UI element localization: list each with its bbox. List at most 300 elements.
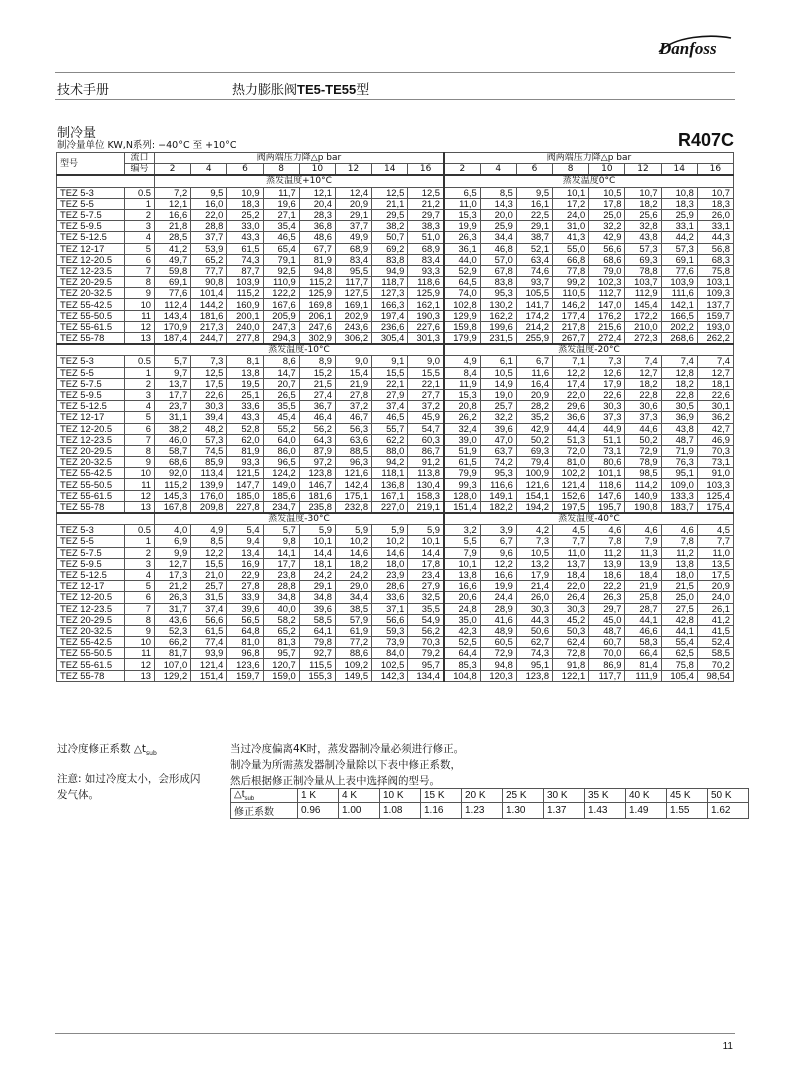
capacity-cell: 51,0 [408, 232, 444, 243]
capacity-cell: 247,6 [299, 321, 335, 332]
capacity-cell: 4,5 [697, 525, 733, 536]
capacity-cell: 26,2 [444, 412, 480, 423]
capacity-cell: 71,9 [661, 445, 697, 456]
capacity-cell: 44,1 [625, 614, 661, 625]
capacity-cell: 123,8 [516, 670, 552, 681]
capacity-cell: 109,3 [697, 288, 733, 299]
capacity-cell: 15,2 [299, 367, 335, 378]
capacity-cell: 14,1 [263, 547, 299, 558]
capacity-cell: 9,9 [155, 547, 191, 558]
capacity-cell: 129,2 [155, 670, 191, 681]
capacity-cell: 56,2 [408, 625, 444, 636]
capacity-cell: 28,8 [191, 221, 227, 232]
capacity-cell: 17,8 [408, 558, 444, 569]
capacity-cell: 305,4 [372, 333, 408, 345]
pressure-drop-header-left: 阀两端压力降△p bar [155, 153, 445, 164]
capacity-cell: 23,4 [408, 569, 444, 580]
capacity-cell: 7,7 [553, 536, 589, 547]
capacity-cell: 58,2 [263, 614, 299, 625]
orifice-cell: 10 [125, 637, 155, 648]
capacity-cell: 29,7 [408, 209, 444, 220]
capacity-cell: 27,8 [227, 581, 263, 592]
capacity-cell: 4,5 [553, 525, 589, 536]
capacity-cell: 36,7 [299, 401, 335, 412]
orifice-cell: 11 [125, 648, 155, 659]
capacity-cell: 70,3 [408, 637, 444, 648]
pressure-drop-col: 4 [480, 164, 516, 176]
table-row [57, 569, 734, 580]
model-cell: TEZ 12-17 [57, 243, 125, 254]
table-row [57, 198, 734, 209]
capacity-cell: 17,3 [155, 569, 191, 580]
capacity-cell: 103,1 [697, 277, 733, 288]
capacity-cell: 219,1 [408, 501, 444, 513]
capacity-cell: 118,6 [589, 479, 625, 490]
capacity-cell: 19,9 [480, 581, 516, 592]
capacity-cell: 53,9 [191, 243, 227, 254]
page-number: 11 [722, 1041, 733, 1052]
capacity-cell: 42,9 [516, 423, 552, 434]
capacity-cell: 44,3 [516, 614, 552, 625]
orifice-cell: 1 [125, 367, 155, 378]
table-row [57, 547, 734, 558]
capacity-cell: 54,9 [408, 614, 444, 625]
capacity-cell: 182,2 [480, 501, 516, 513]
capacity-cell: 124,2 [263, 468, 299, 479]
capacity-cell: 101,1 [589, 468, 625, 479]
capacity-cell: 234,7 [263, 501, 299, 513]
capacity-cell: 4,6 [589, 525, 625, 536]
orifice-cell: 6 [125, 592, 155, 603]
capacity-cell: 33,0 [227, 221, 263, 232]
capacity-cell: 25,6 [625, 209, 661, 220]
pressure-drop-col: 4 [191, 164, 227, 176]
capacity-cell: 29,0 [335, 581, 371, 592]
capacity-cell: 63,4 [516, 254, 552, 265]
capacity-cell: 121,6 [516, 479, 552, 490]
blank-cell [57, 344, 155, 356]
capacity-cell: 14,4 [299, 547, 335, 558]
capacity-cell: 93,7 [516, 277, 552, 288]
capacity-cell: 84,0 [372, 648, 408, 659]
capacity-cell: 51,9 [444, 445, 480, 456]
capacity-cell: 151,4 [191, 670, 227, 681]
capacity-cell: 120,7 [263, 659, 299, 670]
capacity-cell: 38,2 [372, 221, 408, 232]
capacity-cell: 81,9 [299, 254, 335, 265]
capacity-cell: 13,8 [661, 558, 697, 569]
capacity-cell: 52,3 [155, 625, 191, 636]
footer-rule [55, 1033, 735, 1034]
capacity-cell: 255,9 [516, 333, 552, 345]
capacity-cell: 159,7 [227, 670, 263, 681]
capacity-cell: 41,5 [697, 625, 733, 636]
model-cell: TEZ 5-5 [57, 367, 125, 378]
capacity-cell: 81,7 [155, 648, 191, 659]
capacity-cell: 179,9 [444, 333, 480, 345]
model-cell: TEZ 55-50.5 [57, 648, 125, 659]
capacity-cell: 144,2 [191, 299, 227, 310]
capacity-cell: 68,9 [408, 243, 444, 254]
capacity-cell: 147,7 [227, 479, 263, 490]
capacity-cell: 16,6 [480, 569, 516, 580]
capacity-cell: 10,9 [227, 187, 263, 198]
capacity-cell: 56,8 [697, 243, 733, 254]
capacity-cell: 12,1 [299, 187, 335, 198]
capacity-cell: 18,2 [335, 558, 371, 569]
capacity-cell: 4,6 [661, 525, 697, 536]
capacity-cell: 69,3 [625, 254, 661, 265]
pressure-drop-col: 14 [372, 164, 408, 176]
capacity-cell: 18,2 [661, 378, 697, 389]
capacity-cell: 114,2 [625, 479, 661, 490]
capacity-cell: 56,6 [372, 614, 408, 625]
capacity-cell: 21,0 [191, 569, 227, 580]
capacity-cell: 13,8 [444, 569, 480, 580]
capacity-cell: 145,4 [625, 299, 661, 310]
capacity-cell: 25,2 [227, 209, 263, 220]
corr-factor-cell: 1.00 [339, 803, 380, 819]
capacity-cell: 94,8 [480, 659, 516, 670]
capacity-cell: 30,6 [625, 401, 661, 412]
capacity-cell: 34,8 [263, 592, 299, 603]
capacity-cell: 110,9 [263, 277, 299, 288]
capacity-cell: 217,3 [191, 321, 227, 332]
capacity-cell: 64,5 [444, 277, 480, 288]
capacity-cell: 16,4 [516, 378, 552, 389]
table-row [57, 389, 734, 400]
capacity-cell: 112,4 [155, 299, 191, 310]
capacity-cell: 113,8 [408, 468, 444, 479]
capacity-cell: 30,3 [589, 401, 625, 412]
doc-title: 热力膨胀阀TE5-TE55型 [232, 82, 370, 98]
pressure-drop-col: 10 [299, 164, 335, 176]
model-cell: TEZ 12-20.5 [57, 254, 125, 265]
capacity-cell: 17,8 [589, 198, 625, 209]
capacity-cell: 14,4 [408, 547, 444, 558]
capacity-cell: 28,7 [625, 603, 661, 614]
capacity-cell: 74,5 [191, 445, 227, 456]
capacity-cell: 28,6 [372, 581, 408, 592]
capacity-cell: 67,8 [480, 265, 516, 276]
capacity-cell: 49,7 [155, 254, 191, 265]
model-cell: TEZ 5-5 [57, 198, 125, 209]
capacity-cell: 56,6 [191, 614, 227, 625]
capacity-cell: 21,5 [661, 581, 697, 592]
capacity-cell: 55,0 [553, 243, 589, 254]
capacity-cell: 9,8 [263, 536, 299, 547]
capacity-cell: 14,6 [372, 547, 408, 558]
capacity-cell: 26,3 [155, 592, 191, 603]
capacity-cell: 72,9 [480, 648, 516, 659]
col-header-orifice-no: 编号 [125, 164, 155, 176]
corr-factor-cell: 1.55 [667, 803, 708, 819]
capacity-cell: 117,7 [589, 670, 625, 681]
capacity-cell: 17,5 [697, 569, 733, 580]
orifice-cell: 10 [125, 299, 155, 310]
capacity-cell: 50,2 [516, 434, 552, 445]
evap-temp-left: 蒸发温度-10°C [155, 344, 445, 356]
capacity-cell: 18,3 [227, 198, 263, 209]
capacity-cell: 302,9 [299, 333, 335, 345]
capacity-cell: 50,3 [553, 625, 589, 636]
capacity-cell: 30,3 [516, 603, 552, 614]
capacity-cell: 20,6 [444, 592, 480, 603]
corr-factor-cell: 1.16 [421, 803, 462, 819]
capacity-cell: 65,2 [263, 625, 299, 636]
capacity-cell: 88,6 [335, 648, 371, 659]
capacity-cell: 8,4 [444, 367, 480, 378]
capacity-cell: 92,7 [299, 648, 335, 659]
capacity-cell: 14,3 [480, 198, 516, 209]
capacity-cell: 10,1 [299, 536, 335, 547]
table-row [57, 310, 734, 321]
capacity-cell: 8,6 [263, 356, 299, 367]
capacity-cell: 129,9 [444, 310, 480, 321]
capacity-cell: 32,2 [589, 221, 625, 232]
corr-temp-cell: 20 K [462, 789, 503, 803]
capacity-cell: 122,2 [263, 288, 299, 299]
capacity-cell: 65,4 [263, 243, 299, 254]
capacity-cell: 32,5 [408, 592, 444, 603]
capacity-cell: 44,2 [661, 232, 697, 243]
capacity-cell: 74,0 [444, 288, 480, 299]
capacity-cell: 115,2 [155, 479, 191, 490]
capacity-cell: 215,6 [589, 321, 625, 332]
capacity-cell: 14,7 [263, 367, 299, 378]
corr-temp-cell: 25 K [503, 789, 544, 803]
capacity-cell: 158,3 [408, 490, 444, 501]
orifice-cell: 7 [125, 434, 155, 445]
capacity-cell: 294,3 [263, 333, 299, 345]
capacity-cell: 127,5 [335, 288, 371, 299]
capacity-cell: 28,3 [299, 209, 335, 220]
capacity-cell: 58,5 [299, 614, 335, 625]
subcooling-paragraph: 当过冷度偏离4K时，蒸发器制冷量必须进行修正。 制冷量为所需蒸发器制冷量除以下表中修正系数， 然后根据修正制冷量从上表中选择阀的型号。 [230, 743, 465, 787]
corr-temp-cell: 15 K [421, 789, 462, 803]
capacity-cell: 8,5 [480, 187, 516, 198]
model-cell: TEZ 12-23.5 [57, 434, 125, 445]
capacity-cell: 10,5 [516, 547, 552, 558]
capacity-cell: 48,6 [299, 232, 335, 243]
capacity-cell: 45,4 [263, 412, 299, 423]
table-row [57, 592, 734, 603]
capacity-cell: 13,2 [516, 558, 552, 569]
capacity-cell: 58,5 [697, 648, 733, 659]
capacity-cell: 32,4 [444, 423, 480, 434]
pressure-drop-col: 6 [516, 164, 552, 176]
capacity-cell: 227,8 [227, 501, 263, 513]
capacity-cell: 38,2 [155, 423, 191, 434]
corr-temp-cell: 30 K [544, 789, 585, 803]
capacity-cell: 21,8 [155, 221, 191, 232]
model-cell: TEZ 55-50.5 [57, 479, 125, 490]
capacity-cell: 121,6 [335, 468, 371, 479]
table-row [57, 321, 734, 332]
capacity-cell: 35,2 [516, 412, 552, 423]
capacity-cell: 36,8 [299, 221, 335, 232]
capacity-cell: 36,2 [697, 412, 733, 423]
capacity-cell: 27,9 [408, 581, 444, 592]
capacity-cell: 13,8 [227, 367, 263, 378]
orifice-cell: 9 [125, 288, 155, 299]
capacity-cell: 57,3 [191, 434, 227, 445]
correction-table [230, 788, 749, 819]
capacity-cell: 139,9 [191, 479, 227, 490]
model-cell: TEZ 5-12.5 [57, 569, 125, 580]
model-cell: TEZ 20-32.5 [57, 457, 125, 468]
capacity-cell: 197,4 [372, 310, 408, 321]
capacity-cell: 141,7 [516, 299, 552, 310]
capacity-cell: 26,3 [444, 232, 480, 243]
capacity-cell: 43,6 [155, 614, 191, 625]
capacity-cell: 167,1 [372, 490, 408, 501]
orifice-cell: 9 [125, 625, 155, 636]
capacity-cell: 79,2 [408, 648, 444, 659]
capacity-cell: 43,8 [661, 423, 697, 434]
capacity-cell: 185,6 [263, 490, 299, 501]
capacity-cell: 64,3 [299, 434, 335, 445]
capacity-cell: 17,9 [516, 569, 552, 580]
capacity-cell: 14,9 [480, 378, 516, 389]
capacity-cell: 79,8 [299, 637, 335, 648]
capacity-cell: 36,6 [553, 412, 589, 423]
capacity-cell: 29,1 [335, 209, 371, 220]
capacity-cell: 22,6 [191, 389, 227, 400]
capacity-cell: 102,3 [589, 277, 625, 288]
corr-temp-cell: 50 K [708, 789, 749, 803]
capacity-cell: 25,0 [589, 209, 625, 220]
capacity-cell: 122,1 [553, 670, 589, 681]
table-row [57, 243, 734, 254]
capacity-cell: 11,0 [553, 547, 589, 558]
capacity-cell: 88,0 [372, 445, 408, 456]
capacity-cell: 61,9 [335, 625, 371, 636]
capacity-cell: 20,9 [697, 581, 733, 592]
capacity-cell: 18,2 [625, 198, 661, 209]
capacity-cell: 63,7 [480, 445, 516, 456]
table-row [57, 637, 734, 648]
capacity-cell: 9,0 [335, 356, 371, 367]
capacity-cell: 35,5 [263, 401, 299, 412]
capacity-cell: 12,7 [625, 367, 661, 378]
capacity-cell: 15,5 [408, 367, 444, 378]
evap-temp-left: 蒸发温度+10°C [155, 175, 445, 187]
capacity-cell: 167,6 [263, 299, 299, 310]
capacity-cell: 52,1 [516, 243, 552, 254]
capacity-cell: 69,3 [516, 445, 552, 456]
capacity-cell: 42,8 [661, 614, 697, 625]
capacity-cell: 9,7 [155, 367, 191, 378]
capacity-cell: 18,6 [589, 569, 625, 580]
capacity-cell: 181,6 [191, 310, 227, 321]
orifice-cell: 2 [125, 378, 155, 389]
orifice-cell: 6 [125, 423, 155, 434]
capacity-cell: 70,2 [697, 659, 733, 670]
capacity-cell: 38,3 [408, 221, 444, 232]
capacity-cell: 83,8 [372, 254, 408, 265]
capacity-cell: 10,7 [697, 187, 733, 198]
capacity-cell: 159,0 [263, 670, 299, 681]
capacity-cell: 11,2 [589, 547, 625, 558]
capacity-cell: 101,4 [191, 288, 227, 299]
capacity-cell: 96,3 [335, 457, 371, 468]
capacity-cell: 109,0 [661, 479, 697, 490]
header-rule-bottom [55, 99, 735, 100]
capacity-cell: 175,4 [697, 501, 733, 513]
subcooling-note: 注意: 如过冷度太小，会形成闪 发气体。 [57, 773, 201, 801]
corr-factor-cell: 1.37 [544, 803, 585, 819]
capacity-cell: 20,9 [516, 389, 552, 400]
capacity-cell: 19,0 [480, 389, 516, 400]
danfoss-logo [655, 30, 735, 60]
capacity-cell: 151,4 [444, 501, 480, 513]
capacity-cell: 22,1 [372, 378, 408, 389]
capacity-cell: 27,8 [335, 389, 371, 400]
capacity-cell: 176,2 [589, 310, 625, 321]
capacity-cell: 46,0 [155, 434, 191, 445]
capacity-cell: 113,4 [191, 468, 227, 479]
capacity-cell: 81,4 [625, 659, 661, 670]
table-row [57, 209, 734, 220]
capacity-cell: 79,0 [589, 265, 625, 276]
capacity-cell: 16,9 [227, 558, 263, 569]
capacity-cell: 57,3 [625, 243, 661, 254]
orifice-cell: 11 [125, 479, 155, 490]
capacity-cell: 236,6 [372, 321, 408, 332]
model-cell: TEZ 5-9.5 [57, 221, 125, 232]
table-row [57, 277, 734, 288]
capacity-cell: 24,2 [335, 569, 371, 580]
model-cell: TEZ 20-29.5 [57, 277, 125, 288]
capacity-cell: 127,3 [372, 288, 408, 299]
capacity-cell: 70,0 [589, 648, 625, 659]
capacity-cell: 7,9 [625, 536, 661, 547]
capacity-cell: 118,6 [408, 277, 444, 288]
capacity-cell: 18,4 [625, 569, 661, 580]
capacity-cell: 86,9 [589, 659, 625, 670]
corr-temp-cell: 35 K [585, 789, 626, 803]
orifice-cell: 8 [125, 277, 155, 288]
capacity-cell: 80,6 [589, 457, 625, 468]
capacity-cell: 4,0 [155, 525, 191, 536]
capacity-cell: 46,5 [372, 412, 408, 423]
capacity-cell: 68,3 [697, 254, 733, 265]
capacity-cell: 59,8 [155, 265, 191, 276]
capacity-cell: 10,5 [480, 367, 516, 378]
capacity-cell: 98,54 [697, 670, 733, 681]
capacity-cell: 17,2 [553, 198, 589, 209]
capacity-cell: 130,4 [408, 479, 444, 490]
capacity-cell: 31,1 [155, 412, 191, 423]
capacity-cell: 88,5 [335, 445, 371, 456]
capacity-cell: 95,1 [516, 659, 552, 670]
table-row [57, 536, 734, 547]
capacity-cell: 85,3 [444, 659, 480, 670]
orifice-cell: 0.5 [125, 356, 155, 367]
capacity-cell: 25,7 [480, 401, 516, 412]
capacity-cell: 7,7 [697, 536, 733, 547]
capacity-cell: 17,9 [589, 378, 625, 389]
capacity-cell: 61,5 [444, 457, 480, 468]
capacity-cell: 123,6 [227, 659, 263, 670]
capacity-cell: 39,4 [191, 412, 227, 423]
capacity-cell: 45,0 [589, 614, 625, 625]
capacity-cell: 33,6 [372, 592, 408, 603]
pressure-drop-col: 6 [227, 164, 263, 176]
capacity-cell: 72,0 [553, 445, 589, 456]
capacity-cell: 21,4 [516, 581, 552, 592]
